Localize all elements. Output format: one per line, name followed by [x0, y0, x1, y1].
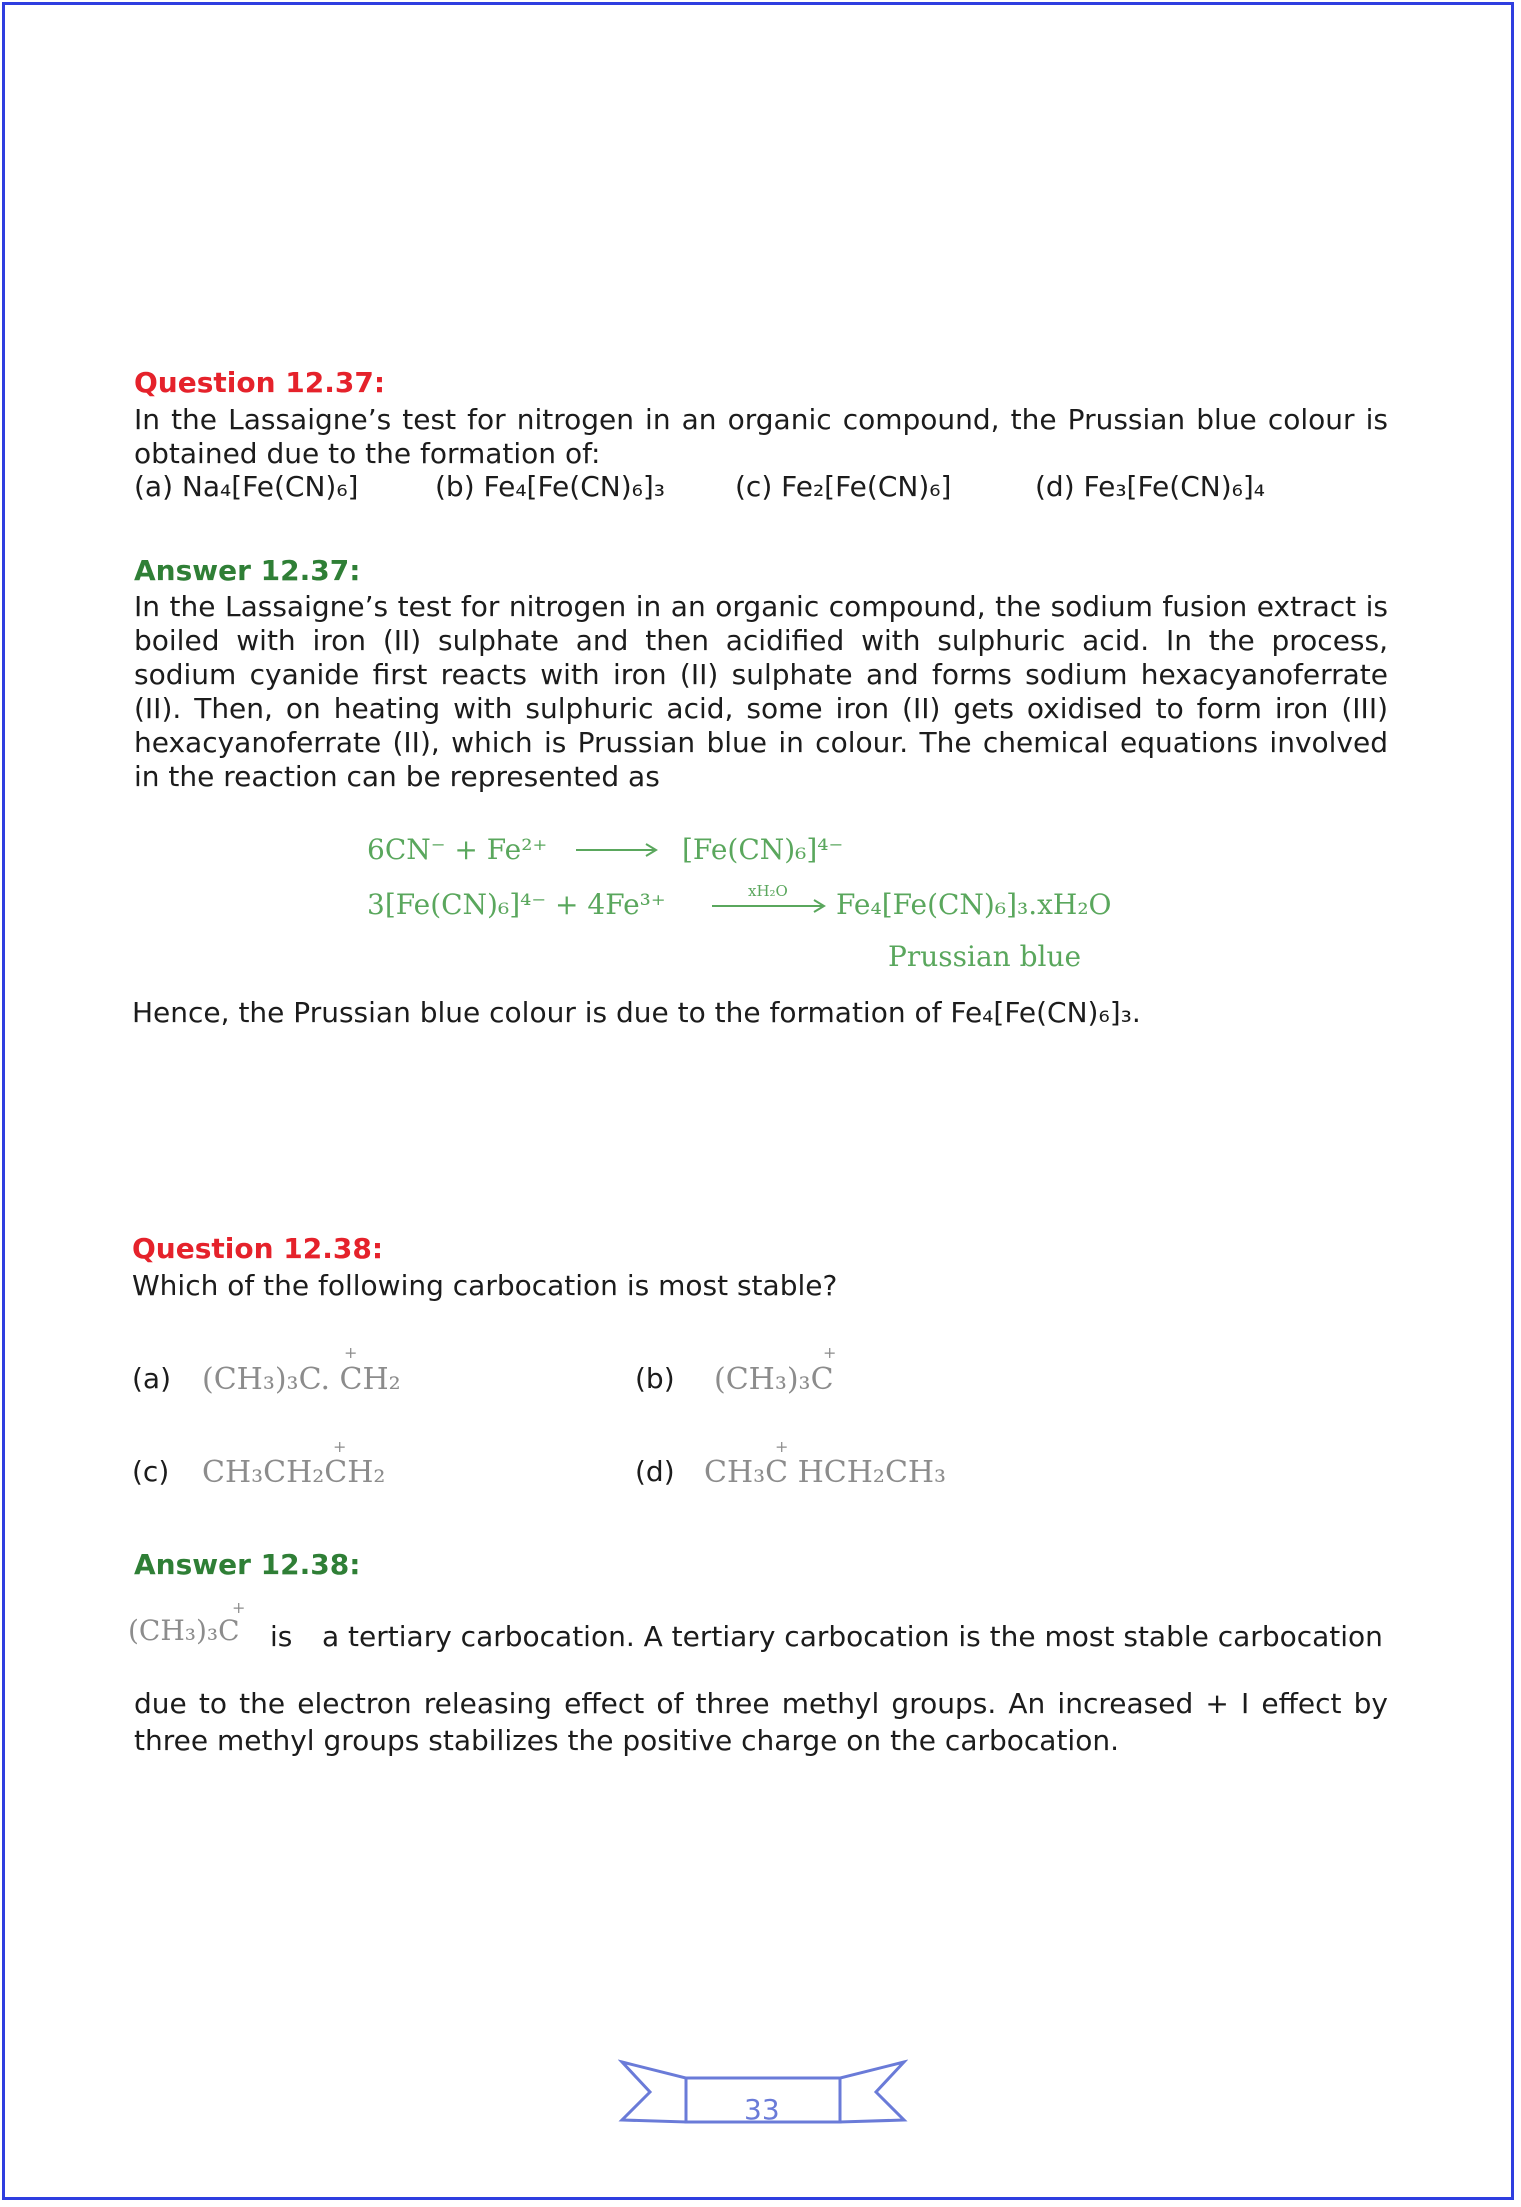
- question-37-option-a: (a) Na₄[Fe(CN)₆]: [134, 470, 359, 503]
- page-border: [2, 2, 1514, 2200]
- question-38-option-b-formula: (CH₃)₃C: [714, 1362, 834, 1397]
- answer-37-conclusion: Hence, the Prussian blue colour is due to the formation of Fe₄[Fe(CN)₆]₃.: [132, 996, 1141, 1029]
- answer-38-text-1: a tertiary carbocation. A tertiary carbocation is the most stable carbocation: [322, 1620, 1383, 1653]
- equation-2-product: Fe₄[Fe(CN)₆]₃.xH₂O: [836, 888, 1112, 921]
- answer-38-heading: Answer 12.38:: [134, 1548, 361, 1581]
- question-37-text: In the Lassaigne’s test for nitrogen in an organic compound, the Prussian blue colour is obtained due to the formation of:: [134, 403, 1388, 470]
- charge-plus-d: +: [775, 1437, 789, 1456]
- charge-plus-answer: +: [232, 1598, 246, 1617]
- question-37-heading: Question 12.37:: [134, 366, 386, 399]
- charge-plus-a: +: [344, 1343, 358, 1362]
- question-38-option-d-formula: CH₃C HCH₂CH₃: [704, 1455, 947, 1490]
- equation-1-arrow: [574, 840, 660, 860]
- answer-38-text-2: due to the electron releasing effect of three methyl groups. An increased + I effect by three methyl groups stabilizes the positive charge on the carbocation.: [134, 1687, 1388, 1757]
- equation-2-condition: xH₂O: [748, 882, 788, 900]
- question-38-option-a-label: (a): [132, 1362, 172, 1395]
- answer-38-formula: (CH₃)₃C: [128, 1614, 240, 1647]
- question-37-option-b: (b) Fe₄[Fe(CN)₆]₃: [435, 470, 665, 503]
- equation-2-arrow: [710, 896, 830, 916]
- page-number: 33: [744, 2093, 780, 2126]
- question-38-option-a-formula: (CH₃)₃C. CH₂: [202, 1362, 401, 1397]
- question-38-option-c-formula: CH₃CH₂CH₂: [202, 1455, 386, 1490]
- product-name-label: Prussian blue: [888, 940, 1082, 973]
- question-37-option-d: (d) Fe₃[Fe(CN)₆]₄: [1035, 470, 1265, 503]
- equation-1-product: [Fe(CN)₆]⁴⁻: [682, 833, 844, 866]
- answer-38-is: is: [270, 1620, 293, 1653]
- answer-37-text: In the Lassaigne’s test for nitrogen in an organic compound, the sodium fusion extract is boiled with iron (II) sulphate and then acidified with sulphuric acid. In the process, sodium cyanide first reacts with iron (II) sulphate and forms sodium hexacyanoferrate (II). Then, on heating with sulphuric acid, some iron (II) gets oxidised to form iron (III) hexacyanoferrate (II), which is Prussian blue in colour. The chemical equations involved in the reaction can be represented as: [134, 590, 1388, 793]
- answer-37-heading: Answer 12.37:: [134, 554, 361, 587]
- question-38-option-b-label: (b): [635, 1362, 675, 1395]
- charge-plus-c: +: [333, 1437, 347, 1456]
- charge-plus-b: +: [823, 1343, 837, 1362]
- equation-2-reactants: 3[Fe(CN)₆]⁴⁻ + 4Fe³⁺: [367, 888, 666, 921]
- equation-1-reactants: 6CN⁻ + Fe²⁺: [367, 833, 548, 866]
- question-38-text: Which of the following carbocation is most stable?: [132, 1269, 838, 1302]
- question-38-option-d-label: (d): [635, 1455, 675, 1488]
- question-38-heading: Question 12.38:: [132, 1232, 384, 1265]
- question-37-option-c: (c) Fe₂[Fe(CN)₆]: [735, 470, 952, 503]
- question-38-option-c-label: (c): [132, 1455, 170, 1488]
